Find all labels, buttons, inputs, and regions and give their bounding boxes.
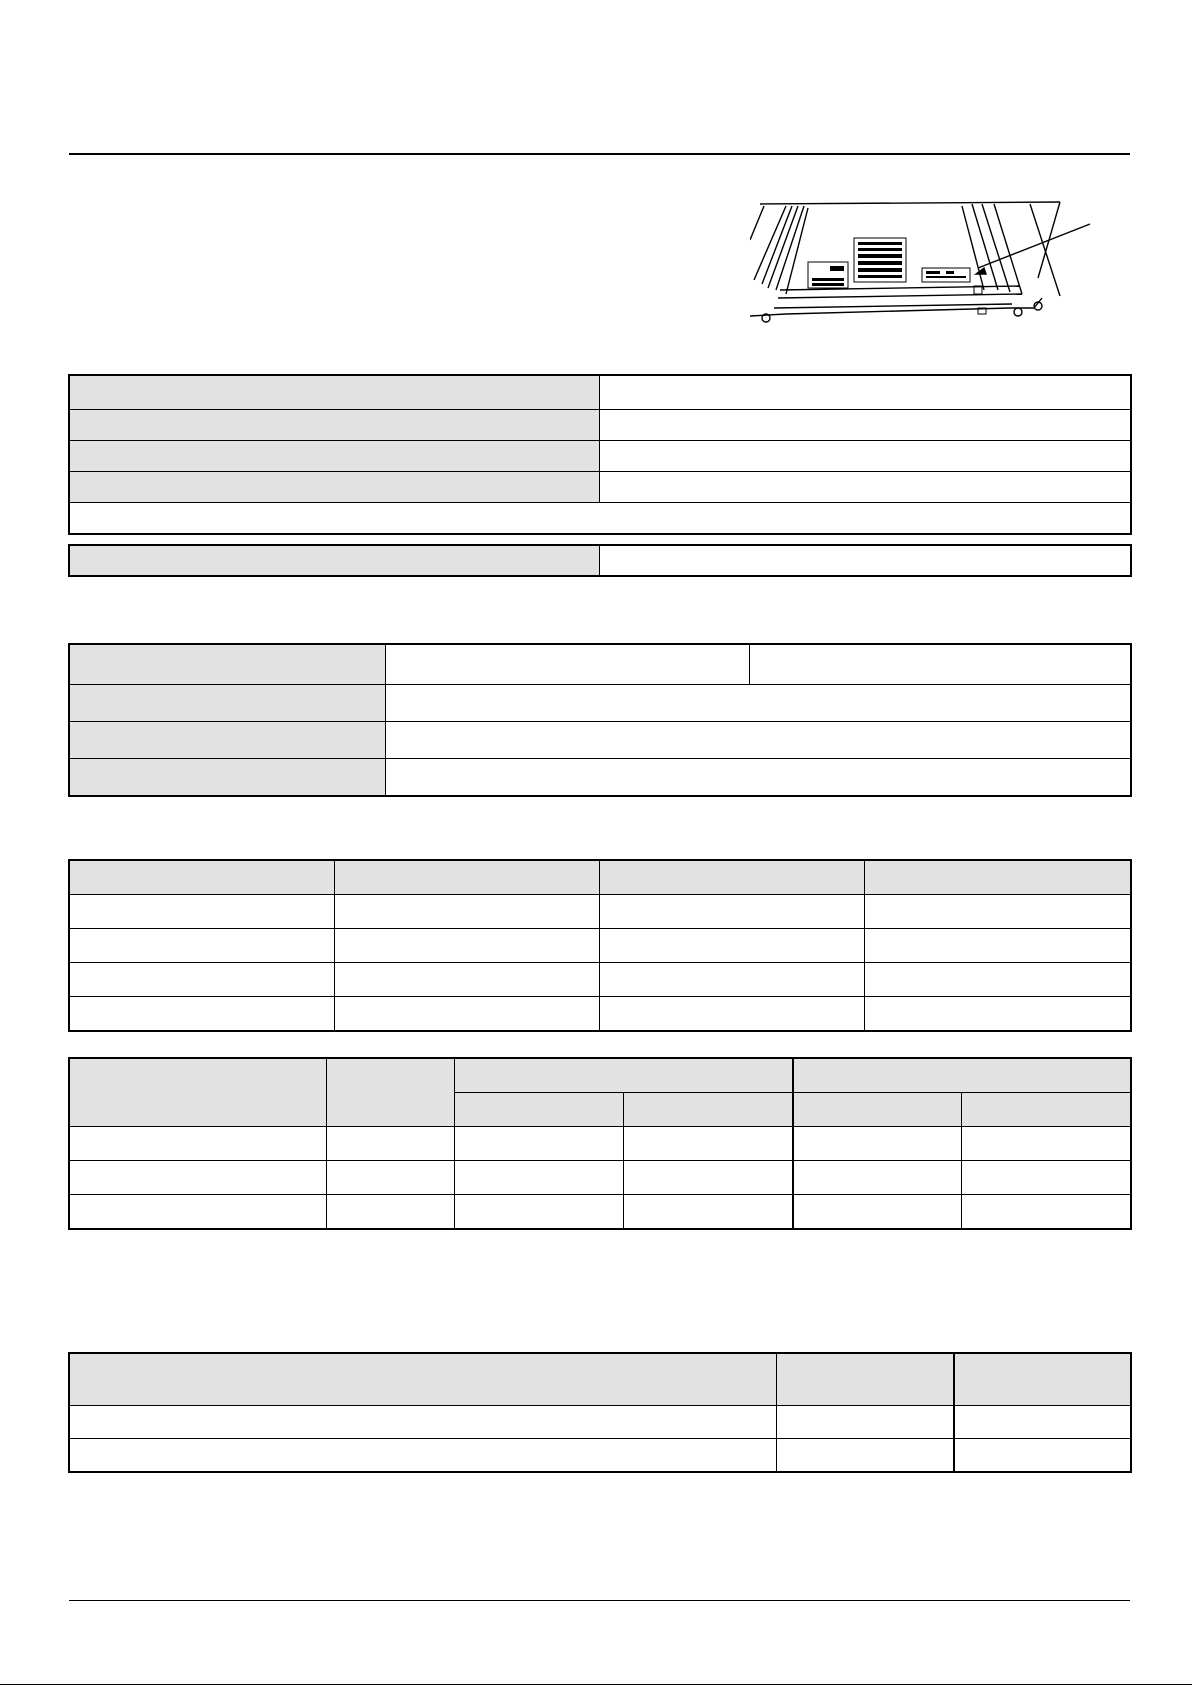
table-cell[interactable] [327,1195,455,1229]
header-group-cell [793,1059,1131,1093]
table-cell[interactable] [624,1161,793,1195]
header-row [70,861,1131,895]
label-cell [70,685,386,722]
table-row [70,546,1131,576]
table-row [70,503,1131,534]
value-cell[interactable] [600,376,1131,410]
table-cell[interactable] [70,895,335,929]
header-cell [962,1093,1131,1127]
table-cell[interactable] [600,895,865,929]
table-row [70,441,1131,472]
table-cell[interactable] [624,1195,793,1229]
table-row [70,645,1131,685]
table-row [70,685,1131,722]
table-cell[interactable] [455,1161,624,1195]
table-cell[interactable] [954,1439,1131,1472]
value-cell[interactable] [600,546,1131,576]
table-cell[interactable] [600,963,865,997]
table-row [70,929,1131,963]
table-cell[interactable] [70,997,335,1031]
table-cell[interactable] [600,929,865,963]
header-cell [455,1093,624,1127]
label-cell [70,410,600,441]
table-cell[interactable] [70,1161,327,1195]
label-cell [70,376,600,410]
table-row [70,1127,1131,1161]
table-cell[interactable] [327,1127,455,1161]
table-cell[interactable] [962,1161,1131,1195]
table-cell[interactable] [335,963,600,997]
table-cell[interactable] [865,963,1131,997]
grid-table-1 [69,860,1131,1031]
identification-table [69,375,1131,534]
value-cell[interactable] [600,410,1131,441]
table-row [70,1195,1131,1229]
label-cell [70,472,600,503]
table-cell[interactable] [793,1195,962,1229]
table-cell[interactable] [777,1406,954,1439]
header-row [70,1354,1131,1406]
table-cell[interactable] [70,963,335,997]
header-cell [70,1059,327,1127]
value-cell[interactable] [600,441,1131,472]
table-cell[interactable] [335,997,600,1031]
table-cell[interactable] [962,1127,1131,1161]
label-cell [70,759,386,796]
header-cell [865,861,1131,895]
rating-plate-location-illustration [750,198,1095,336]
table-cell[interactable] [335,895,600,929]
label-cell [70,645,386,685]
top-rule [69,153,1130,155]
header-cell [327,1059,455,1127]
table-row [70,1439,1131,1472]
table-cell[interactable] [335,929,600,963]
table-row [70,376,1131,410]
table-row [70,1406,1131,1439]
table-cell[interactable] [777,1439,954,1472]
table-row [70,472,1131,503]
header-cell [335,861,600,895]
table-row [70,759,1131,796]
table-cell[interactable] [793,1161,962,1195]
value-cell[interactable] [386,645,750,685]
table-row [70,722,1131,759]
bottom-rule [69,1600,1130,1601]
grid-table-3 [69,1353,1131,1472]
table-cell[interactable] [793,1127,962,1161]
table-cell[interactable] [455,1127,624,1161]
header-cell [793,1093,962,1127]
table-cell[interactable] [865,997,1131,1031]
label-cell [70,546,600,576]
table-cell[interactable] [327,1161,455,1195]
table-cell[interactable] [865,929,1131,963]
table-cell[interactable] [70,1195,327,1229]
header-cell [954,1354,1131,1406]
label-cell [70,722,386,759]
table-row [70,1161,1131,1195]
value-cell[interactable] [600,472,1131,503]
table-row [70,410,1131,441]
header-cell [70,861,335,895]
grid-table-2 [69,1058,1131,1229]
table-cell[interactable] [865,895,1131,929]
table-cell[interactable] [70,1127,327,1161]
table-cell[interactable] [70,1406,777,1439]
header-cell [600,861,865,895]
full-width-cell[interactable] [70,503,1131,534]
value-cell[interactable] [386,722,1131,759]
header-group-cell [455,1059,793,1093]
table-cell[interactable] [954,1406,1131,1439]
table-row [70,997,1131,1031]
table-cell[interactable] [962,1195,1131,1229]
attribute-table [69,644,1131,796]
table-cell[interactable] [624,1127,793,1161]
table-row [70,963,1131,997]
value-cell[interactable] [386,685,1131,722]
table-cell[interactable] [70,1439,777,1472]
table-cell[interactable] [70,929,335,963]
value-cell[interactable] [386,759,1131,796]
header-row [70,1059,1131,1093]
table-cell[interactable] [455,1195,624,1229]
summary-row-table [69,545,1131,576]
label-cell [70,441,600,472]
header-cell [624,1093,793,1127]
header-cell [70,1354,777,1406]
table-row [70,895,1131,929]
table-cell[interactable] [600,997,865,1031]
header-cell [777,1354,954,1406]
value-cell[interactable] [750,645,1131,685]
